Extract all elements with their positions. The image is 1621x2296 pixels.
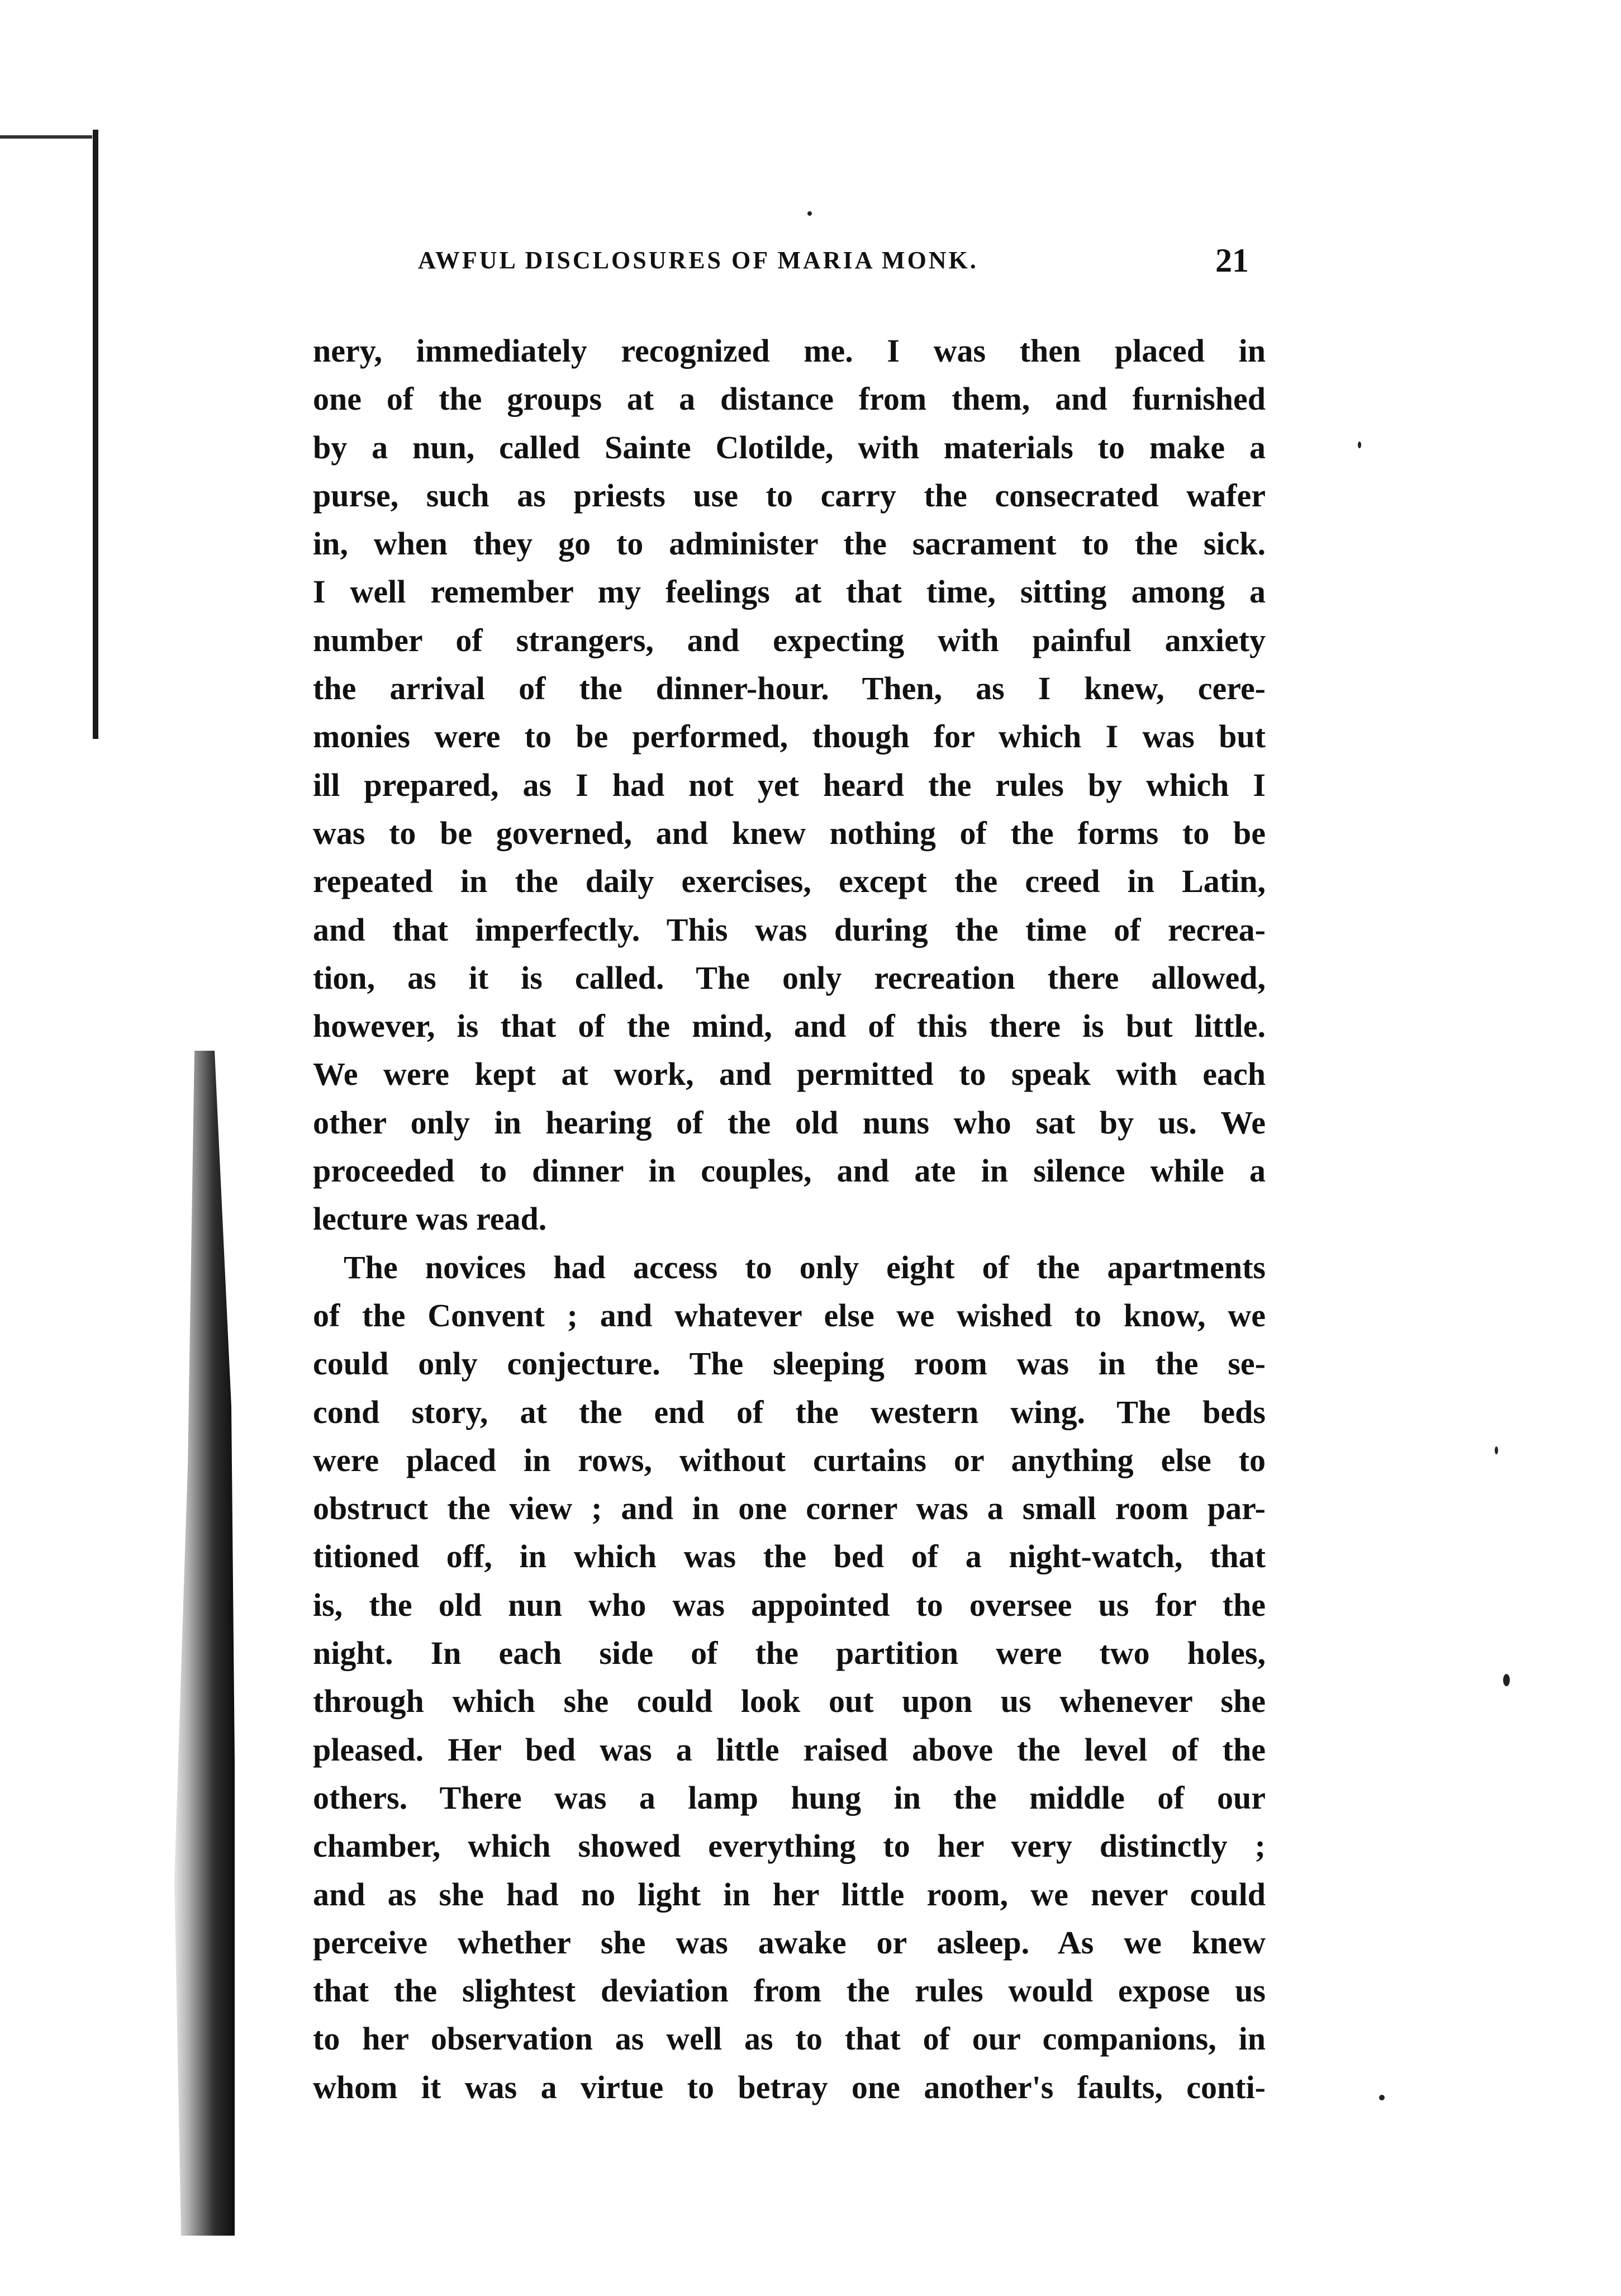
text-line: was to be governed, and knew nothing of the forms to be <box>313 814 1266 851</box>
text-line: ill prepared, as I had not yet heard the rules by which I <box>313 766 1266 803</box>
text-line: that the slightest deviation from the rules would expose us <box>313 1972 1266 2009</box>
text-line: however, is that of the mind, and of this there is but little. <box>313 1008 1266 1045</box>
text-line: pleased. Her bed was a little raised above the level of the <box>313 1731 1266 1768</box>
text-line: proceeded to dinner in couples, and ate in silence while a <box>313 1152 1266 1189</box>
text-line: through which she could look out upon us whenever she <box>313 1683 1266 1720</box>
text-line: and that imperfectly. This was during the time of recrea- <box>313 911 1266 948</box>
text-line: chamber, which showed everything to her very distinctly ; <box>313 1828 1266 1865</box>
text-line: obstruct the view ; and in one corner was a small room par- <box>313 1490 1266 1527</box>
text-line: to her observation as well as to that of our companions, in <box>313 2020 1266 2057</box>
margin-rule <box>93 130 98 739</box>
text-line: could only conjecture. The sleeping room was in the se- <box>313 1345 1266 1382</box>
speck <box>1379 2095 1385 2100</box>
text-line: We were kept at work, and permitted to speak with each <box>313 1056 1266 1093</box>
paragraph-2 <box>313 1244 1266 2112</box>
page-body <box>313 327 1266 2112</box>
text-line: is, the old nun who was appointed to oversee us for the <box>313 1586 1266 1623</box>
paragraph-1 <box>313 327 1266 1244</box>
text-line: by a nun, called Sainte Clotilde, with materials to make a <box>313 429 1266 466</box>
text-line: cond story, at the end of the western wing. The beds <box>313 1393 1266 1430</box>
speck <box>1495 1446 1498 1454</box>
running-head: AWFUL DISCLOSURES OF MARIA MONK. <box>418 246 978 274</box>
scan-artifact-line <box>0 135 92 139</box>
text-line: monies were to be performed, though for which I was but <box>313 718 1266 755</box>
text-line: and as she had no light in her little room, we never could <box>313 1876 1266 1913</box>
text-line: were placed in rows, without curtains or anything else to <box>313 1441 1266 1478</box>
text-line: I well remember my feelings at that time, sitting among a <box>313 573 1266 610</box>
text-line: purse, such as priests use to carry the consecrated wafer <box>313 477 1266 514</box>
text-line: in, when they go to administer the sacrament to the sick. <box>313 525 1266 562</box>
speck <box>1358 442 1361 448</box>
text-line: titioned off, in which was the bed of a night-watch, that <box>313 1538 1266 1575</box>
text-line: the arrival of the dinner-hour. Then, as I knew, cere- <box>313 670 1266 707</box>
text-line: others. There was a lamp hung in the middle of our <box>313 1779 1266 1816</box>
text-line: one of the groups at a distance from them, and furnished <box>313 381 1266 418</box>
text-line: whom it was a virtue to betray one another's faults, conti- <box>313 2069 1266 2105</box>
text-line: night. In each side of the partition were two holes, <box>313 1635 1266 1672</box>
text-line: repeated in the daily exercises, except the creed in Latin, <box>313 863 1266 900</box>
text-line: tion, as it is called. The only recreation there allowed, <box>313 959 1266 996</box>
text-line: lecture was read. <box>313 1201 547 1237</box>
speck <box>807 211 812 216</box>
text-line: perceive whether she was awake or asleep. As we knew <box>313 1924 1266 1961</box>
binding-shadow <box>168 1051 235 2236</box>
page-number: 21 <box>1215 242 1249 279</box>
text-line: The novices had access to only eight of the apartments <box>344 1249 1266 1285</box>
text-line: nery, immediately recognized me. I was then placed in <box>313 333 1266 369</box>
speck <box>1503 1674 1510 1686</box>
text-line: of the Convent ; and whatever else we wished to know, we <box>313 1297 1266 1334</box>
text-line: other only in hearing of the old nuns who sat by us. We <box>313 1104 1266 1141</box>
text-line: number of strangers, and expecting with painful anxiety <box>313 622 1266 658</box>
